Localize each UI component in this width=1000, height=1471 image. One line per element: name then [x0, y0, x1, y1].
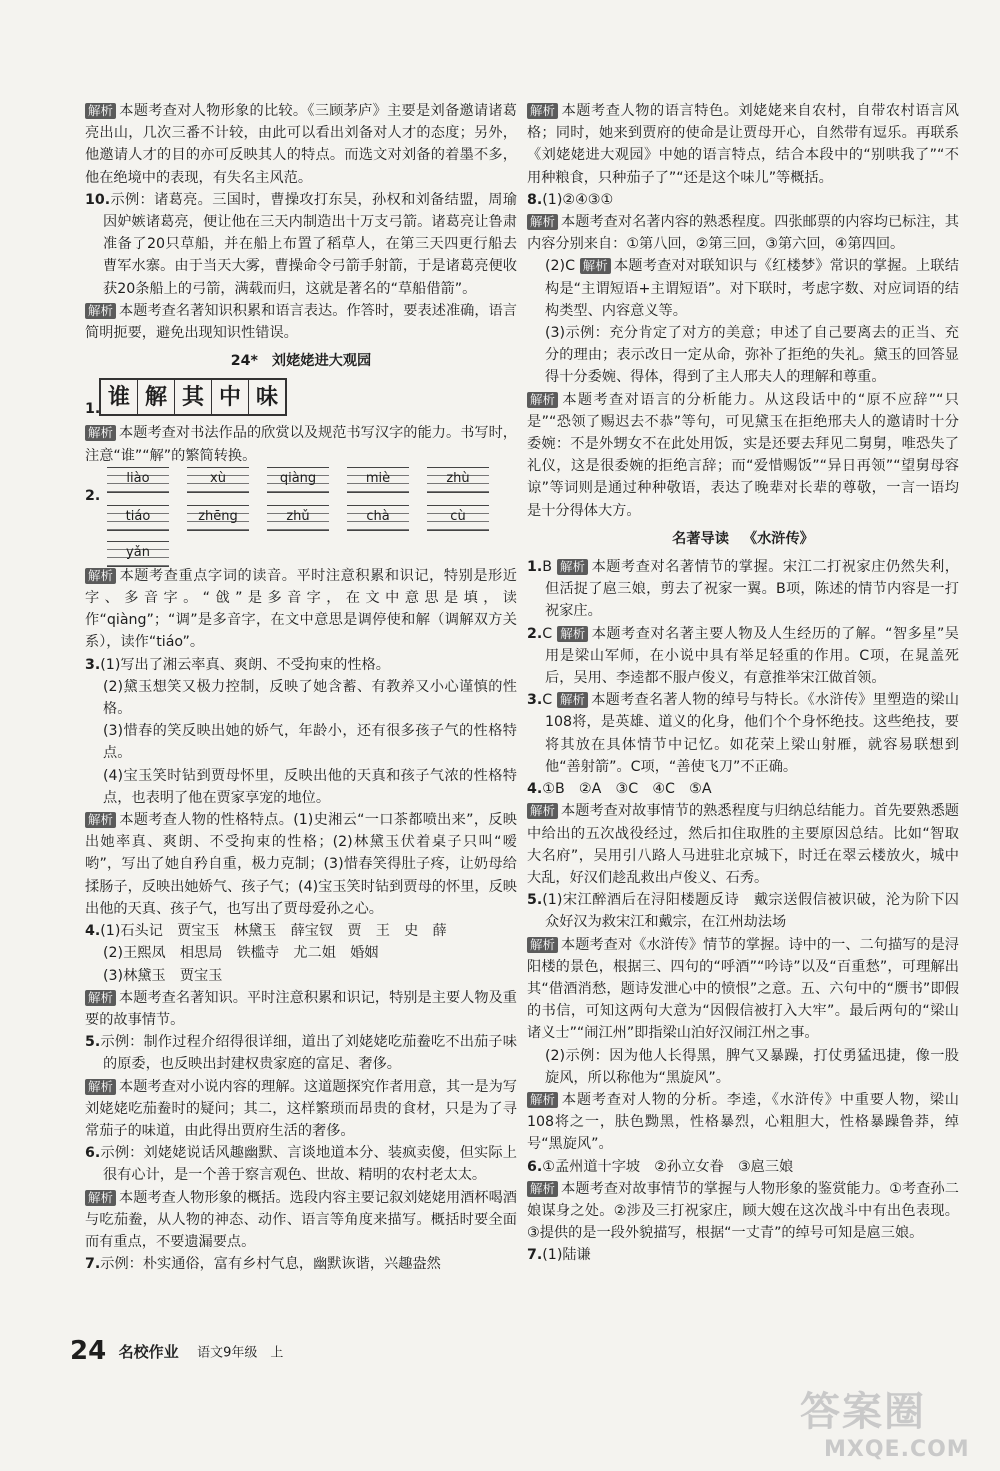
pinyin-cell	[187, 467, 249, 493]
question-answer	[85, 189, 517, 300]
answer-text: (2)黛玉想笑又极力控制，反映了她含蓄、有教养又小心谨慎的性格。	[103, 678, 517, 718]
pinyin-cell	[267, 505, 329, 531]
analysis-tag: 解析	[527, 103, 558, 119]
analysis-paragraph	[527, 1178, 959, 1245]
answer-text: (1)写出了湘云率真、爽朗、不受拘束的性格。	[100, 656, 390, 673]
analysis-paragraph	[85, 565, 517, 654]
question-answer	[85, 1253, 517, 1275]
question-number: 7.	[85, 1256, 101, 1273]
analysis-tag: 解析	[85, 990, 116, 1006]
analysis-tag: 解析	[527, 937, 558, 953]
analysis-paragraph	[85, 422, 517, 466]
pinyin-cell	[347, 505, 409, 531]
answer-text: (3)示例：充分肯定了对方的美意；申述了自己要离去的正当、充分的理由；表示改日一定从命，弥补了拒绝的失礼。黛玉的回答显得十分委婉、得体，得到了主人邢夫人的理解和尊重。	[545, 325, 959, 386]
analysis-text: 本题考查对书法作品的欣赏以及规范书写汉字的能力。书写时，注意“谁”“解”的繁简转换。	[85, 425, 517, 464]
analysis-paragraph	[85, 987, 517, 1031]
answer-text: (1)②④③①	[542, 191, 614, 208]
answer-choice: B	[542, 559, 552, 576]
question-number: 10.	[85, 191, 111, 208]
pinyin-text: zhù	[446, 470, 470, 486]
answer-text: (2)示例：因为他人长得黑，脾气又暴躁，打仗勇猛迅捷，像一股旋风，所以称他为“黑旋风”。	[545, 1047, 959, 1086]
question-answer	[527, 1156, 959, 1178]
left-column	[85, 100, 517, 1275]
analysis-text: 本题考查对对联知识与《红楼梦》常识的掌握。上联结构是“主谓短语+主谓短语”。对下联时，考虑字数、对应词语的结构类型、内容意义等。	[545, 258, 959, 319]
character-box: 其	[175, 380, 212, 414]
analysis-tag: 解析	[527, 214, 558, 230]
book-brand: 名校作业	[118, 1342, 179, 1361]
answer-text: (2)王熙凤 相思局 铁槛寺 尤二姐 婚姻	[103, 945, 379, 962]
analysis-tag: 解析	[580, 258, 611, 274]
pinyin-cell	[347, 467, 409, 493]
answer-text: (3)惜春的笑反映出她的娇气，年龄小，还有很多孩子气的性格特点。	[103, 723, 517, 762]
pinyin-text: qiàng	[279, 470, 317, 486]
analysis-tag: 解析	[557, 559, 588, 575]
pinyin-text: liào	[126, 470, 150, 486]
analysis-tag: 解析	[557, 626, 588, 642]
pinyin-text: zhǔ	[286, 508, 310, 524]
analysis-tag: 解析	[85, 812, 116, 828]
character-box: 谁	[101, 380, 138, 414]
sub-answer	[527, 322, 959, 389]
page-footer	[70, 1336, 283, 1366]
analysis-tag: 解析	[85, 303, 116, 319]
answer-text: (1)宋江醉酒后在浔阳楼题反诗 戴宗送假信被识破，沦为阶下囚 众好汉为救宋江和戴宗，在江州劫法场	[542, 892, 974, 931]
pinyin-text: xù	[210, 470, 226, 486]
answer-text: 示例：制作过程介绍得很详细，道出了刘姥姥吃茄鲞吃不出茄子味的原委，也反映出封建权贵家庭的富足、奢侈。	[100, 1034, 517, 1073]
question-answer	[527, 1244, 959, 1266]
analysis-paragraph	[527, 800, 959, 889]
question-number: 1.	[527, 559, 543, 576]
analysis-text: 本题考查对故事情节的熟悉程度与归纳总结能力。首先要熟悉题中给出的五次战役经过，然后扣住取胜的主要原因总结。比如“智取大名府”，吴用引八路人马进驻北京城下，时迁在翠云楼放火，城中大乱，好汉们趁乱救出卢俊义、石秀。	[527, 803, 959, 886]
sub-answer	[85, 676, 517, 720]
analysis-tag: 解析	[85, 103, 116, 119]
sub-answer	[85, 720, 517, 764]
section-title	[85, 350, 517, 372]
question-number: 5.	[527, 892, 543, 909]
analysis-paragraph	[85, 1076, 517, 1143]
pinyin-text: chà	[366, 508, 390, 524]
page-number: 24	[70, 1336, 107, 1366]
answer-text: ①孟州道十字坡 ②孙立女眷 ③扈三娘	[542, 1158, 794, 1175]
question-answer	[527, 778, 959, 800]
pinyin-cell	[187, 505, 249, 531]
calligraphy-answer	[85, 378, 517, 422]
sub-answer	[85, 965, 517, 987]
analysis-text: 本题考查对人物的分析。李逵，《水浒传》中重要人物，梁山108将之一，肤色黝黑，性格暴烈，心粗胆大，性格暴躁鲁莽，绰号“黑旋风”。	[527, 1091, 959, 1153]
question-answer	[527, 556, 959, 623]
analysis-text: 本题考查人物形象的概括。选段内容主要记叙刘姥姥用酒杯喝酒与吃茄鲞，从人物的神态、动作、语言等角度来描写。概括时要全面而有重点，不要遗漏要点。	[85, 1189, 517, 1250]
pinyin-text: miè	[365, 470, 391, 486]
pinyin-text: cù	[450, 508, 466, 524]
answer-text: 示例：刘姥姥说话风趣幽默、言谈地道本分、装疯卖傻，但实际上很有心计，是一个善于察言观色、世故、精明的农村老太太。	[100, 1145, 517, 1184]
pinyin-cell	[427, 467, 489, 493]
analysis-text: 本题考查对人物形象的比较。《三顾茅庐》主要是刘备邀请诸葛亮出山，几次三番不计较，由此可以看出刘备对人才的态度；另外，他邀请人才的目的亦可反映其人的特点。而选文对刘备的着墨不多，他在绝境中的表现，有失名主风范。	[85, 103, 517, 186]
analysis-text: 本题考查人物的语言特色。刘姥姥来自农村，自带农村语言风格；同时，她来到贾府的使命是让贾母开心，自然带有逗乐。再联系《刘姥姥进大观园》中她的语言特点，结合本段中的“别哄我了”“不用种粮食，只种茄子了”“还是这个味儿”等概括。	[527, 103, 959, 186]
question-answer	[85, 654, 517, 676]
sub-answer	[527, 255, 959, 322]
sub-answer	[85, 765, 517, 809]
answer-text: (1)陆谦	[542, 1247, 591, 1264]
question-number: 1.	[85, 401, 101, 418]
analysis-tag: 解析	[85, 568, 116, 584]
question-number: 6.	[85, 1145, 101, 1162]
pinyin-text: zhēng	[198, 508, 238, 524]
question-number: 6.	[527, 1158, 543, 1175]
analysis-text: 本题考查重点字词的读音。平时注意积累和识记，特别是形近字、多音字。“戗”是多音字，在文中意思是填，读作“qiàng”；“调”是多音字，在文中意思是调停使和解（调解双方关系），读作“tiáo”。	[85, 567, 517, 651]
section-title	[527, 528, 959, 550]
analysis-text: 本题考查名著人物的绰号与特长。《水浒传》里塑造的梁山108将，是英雄、道义的化身，他们个个身怀绝技。这些绝技，要将其放在具体情节中记忆。如花荣上梁山射雁，就容易联想到他“善射箭”。C项，“善使飞刀”不正确。	[545, 692, 960, 775]
analysis-tag: 解析	[85, 425, 116, 441]
question-number: 2.	[527, 625, 543, 642]
analysis-tag: 解析	[527, 1092, 558, 1108]
character-box: 味	[255, 384, 278, 411]
question-number: 3.	[527, 692, 543, 709]
analysis-text: 本题考查对小说内容的理解。这道题探究作者用意，其一是为写刘姥姥吃茄鲞时的疑问；其二，这样繁琐而昂贵的食材，只是为了寻常茄子的味道，由此得出贾府生活的奢侈。	[85, 1078, 517, 1139]
analysis-tag: 解析	[527, 1181, 558, 1197]
answer-choice: C	[542, 625, 553, 642]
analysis-paragraph	[527, 211, 959, 255]
pinyin-answer	[85, 467, 517, 565]
book-subtitle: 语文9年级 上	[197, 1345, 284, 1361]
section-name: 刘姥姥进大观园	[271, 353, 372, 370]
answer-text: ①B ②A ③C ④C ⑤A	[542, 781, 712, 798]
sub-answer	[527, 1045, 959, 1089]
watermark-text: 答案圈	[800, 1389, 926, 1435]
question-number: 7.	[527, 1247, 543, 1264]
pinyin-cell	[107, 467, 169, 493]
question-answer	[527, 623, 959, 690]
section-name: 《水浒传》	[742, 530, 814, 547]
answer-text: 示例：朴实通俗，富有乡村气息，幽默诙谐，兴趣盎然	[100, 1256, 441, 1273]
right-column	[527, 100, 974, 1267]
character-box: 解	[138, 380, 175, 414]
pinyin-cell	[107, 541, 169, 567]
analysis-text: 本题考查对名著主要人物及人生经历的了解。“智多星”吴用是梁山军师，在小说中具有举足轻重的作用。C项，在晁盖死后，吴用、李逵都不服卢俊义，有意推举宋江做首领。	[545, 625, 959, 687]
analysis-tag: 解析	[527, 392, 558, 408]
analysis-paragraph	[527, 934, 959, 1045]
question-answer	[85, 920, 517, 942]
analysis-text: 本题考查人物的性格特点。(1)史湘云“一口茶都喷出来”，反映出她率真、爽朗、不受拘束的性格；(2)林黛玉伏着桌子只叫“嗳哟”，写出了她自矜自重，极力克制；(3)惜春笑得肚子疼，让奶母给揉肠子，反映出她娇气、孩子气；(4)宝玉笑时钻到贾母的怀里，反映出他的天真、孩子气，也写出了贾母爱孙之心。	[85, 812, 517, 917]
question-number: 8.	[527, 191, 543, 208]
analysis-tag: 解析	[527, 803, 558, 819]
answer-choice: (2)C	[545, 258, 576, 275]
pinyin-cell	[427, 505, 489, 531]
answer-text: (1)石头记 贾宝玉 林黛玉 薛宝钗 贾 王 史 薛	[100, 923, 447, 940]
analysis-text: 本题考查对故事情节的掌握与人物形象的鉴赏能力。①考查孙二娘谋身之处。②涉及三打祝家庄，顾大嫂在这次战斗中有出色表现。③提供的是一段外貌描写，根据“一丈青”的绰号可知是扈三娘。	[527, 1180, 959, 1242]
answer-choice: C	[542, 692, 553, 709]
analysis-paragraph	[527, 1089, 959, 1156]
question-answer	[527, 689, 959, 778]
analysis-paragraph	[85, 300, 517, 344]
analysis-paragraph	[527, 100, 959, 189]
question-answer	[527, 189, 959, 211]
analysis-text: 本题考查对《水浒传》情节的掌握。诗中的一、二句描写的是浔阳楼的景色，根据三、四句的“呼酒”“吟诗”以及“百重愁”，可理解出其“借酒消愁，题诗发泄心中的愤恨”之意。五、六句中的“赝书”即假的书信，可知这两句大意为“因假信被打入大牢”。最后两句的“梁山诸义士”“闹江州”即指梁山泊好汉闹江州之事。	[527, 936, 959, 1042]
question-number: 4.	[527, 781, 543, 798]
question-answer	[85, 1142, 517, 1186]
answer-text: (4)宝玉笑时钻到贾母怀里，反映出他的天真和孩子气浓的性格特点，也表明了他在贾家享宠的地位。	[103, 767, 517, 806]
watermark-url: MXQE.COM	[824, 1437, 970, 1462]
question-number: 3.	[85, 656, 101, 673]
analysis-text: 本题考查对名著内容的熟悉程度。四张邮票的内容均已标注，其内容分别来自：①第八回，②第三回，③第六回，④第四回。	[527, 214, 959, 253]
analysis-paragraph	[85, 1187, 517, 1254]
section-number: 24*	[230, 353, 258, 370]
pinyin-cell	[107, 505, 169, 531]
analysis-tag: 解析	[85, 1190, 116, 1206]
character-box: 中	[212, 380, 249, 414]
question-answer	[527, 889, 974, 933]
analysis-paragraph	[85, 809, 517, 920]
question-number: 4.	[85, 923, 101, 940]
pinyin-text: yǎn	[126, 544, 150, 560]
section-number: 名著导读	[672, 530, 729, 547]
analysis-text: 本题考查对语言的分析能力。从这段话中的“原不应辞”“只是”“恐领了赐迟去不恭”等句，可见黛玉在拒绝邢夫人的邀请时十分委婉：不是外甥女不在此处用饭，实是还要去拜见二舅舅，唯恐失了礼仪，这是很委婉的拒绝言辞；而“爱惜赐饭”“异日再领”“望舅母容谅”等词则是通过种种敬语，表达了晚辈对长辈的尊敬，一言一语均是十分得体大方。	[527, 391, 959, 519]
question-number: 2.	[85, 487, 101, 504]
watermark-logo	[800, 1380, 970, 1462]
pinyin-cell	[267, 467, 329, 493]
sub-answer	[85, 942, 517, 964]
analysis-paragraph	[527, 389, 959, 522]
pinyin-text: tiáo	[125, 508, 151, 524]
question-number: 5.	[85, 1034, 101, 1051]
answer-text: 示例：诸葛亮。三国时，曹操攻打东吴，孙权和刘备结盟，周瑜因妒嫉诸葛亮，便让他在三天内制造出十万支弓箭。诸葛亮让鲁肃准备了20只草船，并在船上布置了稻草人，在第三天四更行船去曹军水寨。由于当天大雾，曹操命令弓箭手射箭，于是诸葛亮便收获20条船上的弓箭，满载而归，这就是著名的“草船借箭”。	[103, 191, 517, 297]
analysis-paragraph	[85, 100, 517, 189]
character-box-row	[99, 378, 287, 416]
analysis-text: 本题考查对名著情节的掌握。宋江二打祝家庄仍然失利，但活捉了扈三娘，剪去了祝家一翼。B项，陈述的情节内容是一打祝家庄。	[545, 559, 959, 620]
analysis-tag: 解析	[85, 1079, 116, 1095]
question-answer	[85, 1031, 517, 1075]
analysis-tag: 解析	[557, 692, 588, 708]
answer-text: (3)林黛玉 贾宝玉	[103, 967, 223, 984]
analysis-text: 本题考查名著知识积累和语言表达。作答时，要表述准确，语言简明扼要，避免出现知识性错误。	[85, 302, 517, 342]
analysis-text: 本题考查名著知识。平时注意积累和识记，特别是主要人物及重要的故事情节。	[85, 989, 517, 1028]
